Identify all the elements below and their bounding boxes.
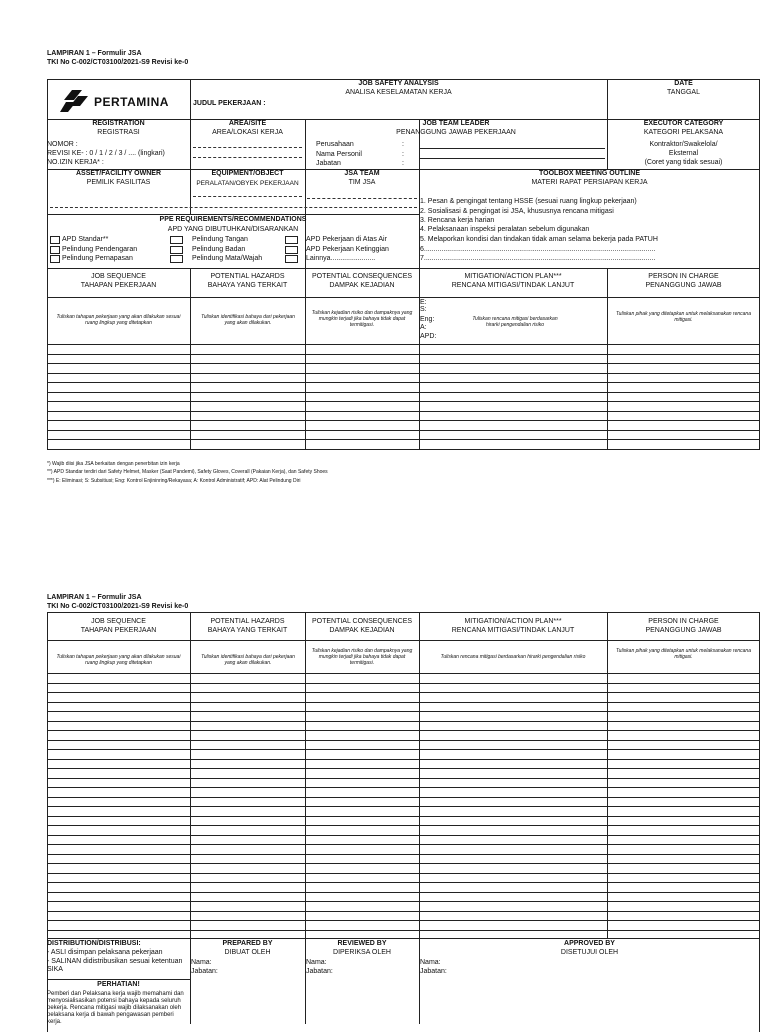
mit-code: Eng: [420, 316, 435, 323]
table-row[interactable] [47, 844, 759, 845]
mit-code: A: [420, 324, 427, 331]
toolbox-meeting-label: TOOLBOX MEETING OUTLINE [539, 170, 640, 177]
date-sub-label: TANGGAL [667, 89, 700, 96]
judul-pekerjaan-field[interactable] [190, 110, 607, 119]
table-row[interactable] [47, 721, 759, 722]
table-row[interactable] [47, 882, 759, 883]
page1-lampiran-title: LAMPIRAN 1 – Formulir JSA [47, 50, 142, 57]
hint-hazards: Tuliskan identifikasi bahaya dari pekerjaan yang akan dilakukan. [201, 654, 295, 666]
noizin-label: NO.IZIN KERJA* : [47, 159, 104, 166]
approved-by-field[interactable] [445, 958, 755, 978]
toolbox-item: 4. Pelaksanaan inspeksi peralatan sebelum digunakan [420, 226, 590, 233]
toolbox-item: 2. Sosialisasi & pengingat isi JSA, khususnya rencana mitigasi [420, 208, 614, 215]
col-header-penanggung: PENANGGUNG JAWAB [645, 282, 722, 289]
footnote: *) Wajib diisi jika JSA berkaitan dengan penerbitan izin kerja [47, 461, 180, 467]
ppe-checkbox[interactable] [50, 246, 60, 254]
table-row[interactable] [47, 373, 759, 374]
asset-equipment-team-field[interactable] [50, 189, 417, 211]
table-row[interactable] [47, 816, 759, 817]
tim-jsa-label: TIM JSA [348, 179, 376, 186]
table-row[interactable] [47, 797, 759, 798]
colon-sep: : [402, 151, 404, 158]
col-header-rencana: RENCANA MITIGASI/TINDAK LANJUT [451, 627, 575, 634]
ppe-item: APD Standar** [62, 236, 109, 243]
table-row[interactable] [47, 711, 759, 712]
table-row[interactable] [47, 901, 759, 902]
table-row[interactable] [47, 354, 759, 355]
table-row[interactable] [47, 740, 759, 741]
colon-sep: : [402, 141, 404, 148]
ppe-item: Pelindung Pernapasan [62, 255, 133, 262]
toolbox-item[interactable]: 7....................................................................................................................... [420, 255, 656, 262]
table-row[interactable] [47, 749, 759, 750]
table-row[interactable] [47, 778, 759, 779]
jsa-subtitle: ANALISA KESELAMATAN KERJA [345, 89, 452, 96]
distribution-label: DISTRIBUTION/DISTRIBUSI: [47, 940, 141, 947]
materi-rapat-label: MATERI RAPAT PERSIAPAN KERJA [531, 179, 648, 186]
ppe-item: Lainnya....................... [306, 255, 376, 262]
perhatian-text: Pemberi dan Pelaksana kerja wajib memahami dan menyosialisasikan potensi bahaya kepada seluruh pekerja. Rencana mitigasi wajib dilaksanakan oleh pelaksana kerja di bawah pengawasan pemberi kerja. [47, 991, 184, 1025]
table-row[interactable] [47, 911, 759, 912]
hint-job-sequence: Tuliskan tahapan pekerjaan yang akan dilakukan sesuai ruang lingkup yang ditetapkan [56, 314, 181, 326]
ppe-subtitle: APD YANG DIBUTUHKAN/DISARANKAN [167, 226, 299, 233]
col-header-potential-hazards: POTENTIAL HAZARDS [210, 618, 285, 625]
hint-job-sequence: Tuliskan tahapan pekerjaan yang akan dilakukan sesuai ruang lingkup yang ditetapkan [56, 654, 181, 666]
registrasi-label: REGISTRASI [97, 129, 140, 136]
area-lokasi-field[interactable] [193, 139, 302, 167]
hint-mitigation: Tuliskan rencana mitigasi berdasarkan hirarki pengendalian risiko [472, 316, 558, 328]
ppe-item: Pelindung Tangan [192, 236, 248, 243]
pertamina-logo-text: PERTAMINA [94, 95, 169, 109]
footnote: ***) E: Eliminasi; S: Subsitiusi; Eng: Kontrol Enjininring/Rekayasa; A: Kontrol Administratif; APD: Alat Pelindung Diri [47, 478, 301, 484]
col-header-dampak: DAMPAK KEJADIAN [329, 627, 395, 634]
table-row[interactable] [47, 806, 759, 807]
hint-consequences: Tuliskan kejadian risiko dan dampaknya yang mungkin terjadi jika bahaya tidak dapat termitigasi. [311, 310, 413, 328]
judul-pekerjaan-label: JUDUL PEKERJAAN : [193, 100, 266, 107]
col-header-tahapan: TAHAPAN PEKERJAAN [80, 282, 157, 289]
table-row[interactable] [47, 930, 759, 931]
perhatian-label: PERHATIAN! [97, 981, 140, 988]
nama-label: Nama: [191, 959, 212, 966]
area-lokasi-label: AREA/LOKASI KERJA [212, 129, 283, 136]
toolbox-item: 3. Rencana kerja harian [420, 217, 495, 224]
peralatan-label: PERALATAN/OBYEK PEKERJAAN [196, 180, 299, 187]
table-row[interactable] [47, 692, 759, 693]
col-header-job-sequence: JOB SEQUENCE [91, 273, 146, 280]
footnote: **) APD Standar terdiri dari Safety Helmet, Masker (Saat Pandemi), Safety Gloves, Coverall (Pakaian Kerja), dan Safety Shoes [47, 469, 328, 475]
hint-pic: Tuliskan pihak yang ditetapkan untuk melaksanakan rencana mitigasi. [616, 648, 751, 660]
nama-personil-label: Nama Personil [316, 151, 362, 158]
jabatan-label: Jabatan: [191, 968, 218, 975]
nomor-label: NOMOR : [47, 141, 78, 148]
table-row[interactable] [47, 863, 759, 864]
equipment-object-label: EQUIPMENT/OBJECT [211, 170, 284, 177]
jabatan-label: Jabatan: [420, 968, 447, 975]
hint-mitigation: Tuliskan rencana mitigasi berdasarkan hirarki pengendalian risiko [440, 654, 586, 660]
ppe-checkbox[interactable] [50, 236, 60, 244]
table-row[interactable] [47, 420, 759, 421]
table-row[interactable] [47, 768, 759, 769]
nama-label: Nama: [306, 959, 327, 966]
table-row[interactable] [47, 392, 759, 393]
ppe-item: APD Pekerjaan di Atas Air [306, 236, 387, 243]
col-header-mitigation: MITIGATION/ACTION PLAN*** [464, 273, 562, 280]
date-label: DATE [674, 80, 693, 87]
table-row[interactable] [47, 683, 759, 684]
revisi-label: REVISI KE- : 0 / 1 / 2 / 3 / .... (lingkari) [47, 150, 165, 157]
table-row[interactable] [47, 730, 759, 731]
col-header-dampak: DAMPAK KEJADIAN [329, 282, 395, 289]
distribution-item: - SALINAN didistribusikan sesuai ketentuan SIKA [47, 958, 183, 973]
eksternal-option[interactable]: Eksternal [668, 150, 699, 157]
col-header-tahapan: TAHAPAN PEKERJAAN [80, 627, 157, 634]
kategori-pelaksana-label: KATEGORI PELAKSANA [643, 129, 724, 136]
pemilik-fasilitas-label: PEMILIK FASILITAS [86, 179, 151, 186]
table-row[interactable] [47, 382, 759, 383]
pertamina-logo-icon [60, 88, 90, 114]
table-row[interactable] [47, 363, 759, 364]
col-header-rencana: RENCANA MITIGASI/TINDAK LANJUT [451, 282, 575, 289]
distribution-item: - ASLI disimpan pelaksana pekerjaan [47, 949, 163, 956]
hint-pic: Tuliskan pihak yang ditetapkan untuk melaksanakan rencana mitigasi. [616, 311, 751, 323]
ppe-item: Pelindung Badan [192, 246, 246, 253]
ppe-checkbox[interactable] [285, 255, 298, 263]
executor-category-label: EXECUTOR CATEGORY [643, 120, 724, 127]
ppe-item: Pelindung Mata/Wajah [192, 255, 263, 262]
table-row[interactable] [47, 430, 759, 431]
penanggung-jawab-label: PENANGGUNG JAWAB PEKERJAAN [396, 129, 516, 136]
col-header-job-sequence: JOB SEQUENCE [91, 618, 146, 625]
kontraktor-option[interactable]: Kontraktor/Swakelola/ [649, 141, 718, 148]
page1-tki-number: TKI No C-002/CT03100/2021-S9 Revisi ke-0 [47, 59, 189, 66]
table-row[interactable] [47, 825, 759, 826]
toolbox-item: 1. Pesan & pengingat tentang HSSE (sesuai ruang lingkup pekerjaan) [420, 198, 637, 205]
col-header-bahaya: BAHAYA YANG TERKAIT [207, 282, 288, 289]
diperiksa-oleh-label: DIPERIKSA OLEH [333, 949, 391, 956]
table-row[interactable] [47, 759, 759, 760]
table-row[interactable] [47, 411, 759, 412]
disetujui-oleh-label: DISETUJUI OLEH [560, 949, 619, 956]
col-header-penanggung: PENANGGUNG JAWAB [645, 627, 722, 634]
jsa-team-label: JSA TEAM [344, 170, 380, 177]
toolbox-item[interactable]: 6....................................................................................................................... [420, 246, 656, 253]
col-header-person-in-charge: PERSON IN CHARGE [648, 273, 719, 280]
ppe-checkbox[interactable] [285, 246, 298, 254]
coret-note: (Coret yang tidak sesuai) [644, 159, 723, 166]
table-row[interactable] [47, 892, 759, 893]
ppe-item: Pelindung Pendengaran [62, 246, 138, 253]
table-row[interactable] [47, 702, 759, 703]
prepared-by-field[interactable] [215, 958, 303, 978]
ppe-checkbox[interactable] [170, 246, 183, 254]
table-row[interactable] [47, 920, 759, 921]
job-team-leader-label: JOB TEAM LEADER [422, 120, 490, 127]
nama-label: Nama: [420, 959, 441, 966]
reviewed-by-field[interactable] [330, 958, 417, 978]
date-field[interactable] [612, 99, 755, 113]
registration-label: REGISTRATION [92, 120, 145, 127]
col-header-potential-consequences: POTENTIAL CONSEQUENCES [311, 273, 413, 280]
ppe-checkbox[interactable] [285, 236, 298, 244]
area-site-label: AREA/SITE [228, 120, 267, 127]
jabatan-label: Jabatan [316, 160, 341, 167]
col-header-potential-hazards: POTENTIAL HAZARDS [210, 273, 285, 280]
jsa-title: JOB SAFETY ANALYSIS [358, 80, 439, 87]
table-row[interactable] [47, 835, 759, 836]
dibuat-oleh-label: DIBUAT OLEH [224, 949, 271, 956]
ppe-checkbox[interactable] [170, 255, 183, 263]
pertamina-logo [60, 88, 180, 114]
page2-tki-number: TKI No C-002/CT03100/2021-S9 Revisi ke-0 [47, 603, 189, 610]
col-header-mitigation: MITIGATION/ACTION PLAN*** [464, 618, 562, 625]
col-header-person-in-charge: PERSON IN CHARGE [648, 618, 719, 625]
prepared-by-label: PREPARED BY [222, 940, 273, 947]
team-leader-field[interactable] [420, 139, 605, 167]
perusahaan-label: Perusahaan [316, 141, 354, 148]
page2-lampiran-title: LAMPIRAN 1 – Formulir JSA [47, 594, 142, 601]
mit-code: E: [420, 299, 427, 306]
ppe-item: APD Pekerjaan Ketinggian [306, 246, 389, 253]
table-row[interactable] [47, 439, 759, 440]
ppe-checkbox[interactable] [170, 236, 183, 244]
col-header-potential-consequences: POTENTIAL CONSEQUENCES [311, 618, 413, 625]
jabatan-label: Jabatan: [306, 968, 333, 975]
hint-consequences: Tuliskan kejadian risiko dan dampaknya yang mungkin terjadi jika bahaya tidak dapat termitigasi. [311, 648, 413, 666]
approved-by-label: APPROVED BY [564, 940, 615, 947]
ppe-title: PPE REQUIREMENTS/RECOMMENDATIONS [159, 216, 307, 223]
mit-code: APD: [420, 333, 437, 340]
hint-hazards: Tuliskan identifikasi bahaya dari pekerjaan yang akan dilakukan. [201, 314, 295, 326]
table-row[interactable] [47, 873, 759, 874]
table-row[interactable] [47, 401, 759, 402]
table-row[interactable] [47, 854, 759, 855]
col-header-bahaya: BAHAYA YANG TERKAIT [207, 627, 288, 634]
colon-sep: : [402, 160, 404, 167]
ppe-checkbox[interactable] [50, 255, 60, 263]
mit-code: S: [420, 306, 427, 313]
asset-owner-label: ASSET/FACILITY OWNER [75, 170, 162, 177]
toolbox-item: 5. Melaporkan kondisi dan tindakan tidak aman selama bekerja pada PATUH [420, 236, 658, 243]
reviewed-by-label: REVIEWED BY [337, 940, 387, 947]
table-row[interactable] [47, 787, 759, 788]
